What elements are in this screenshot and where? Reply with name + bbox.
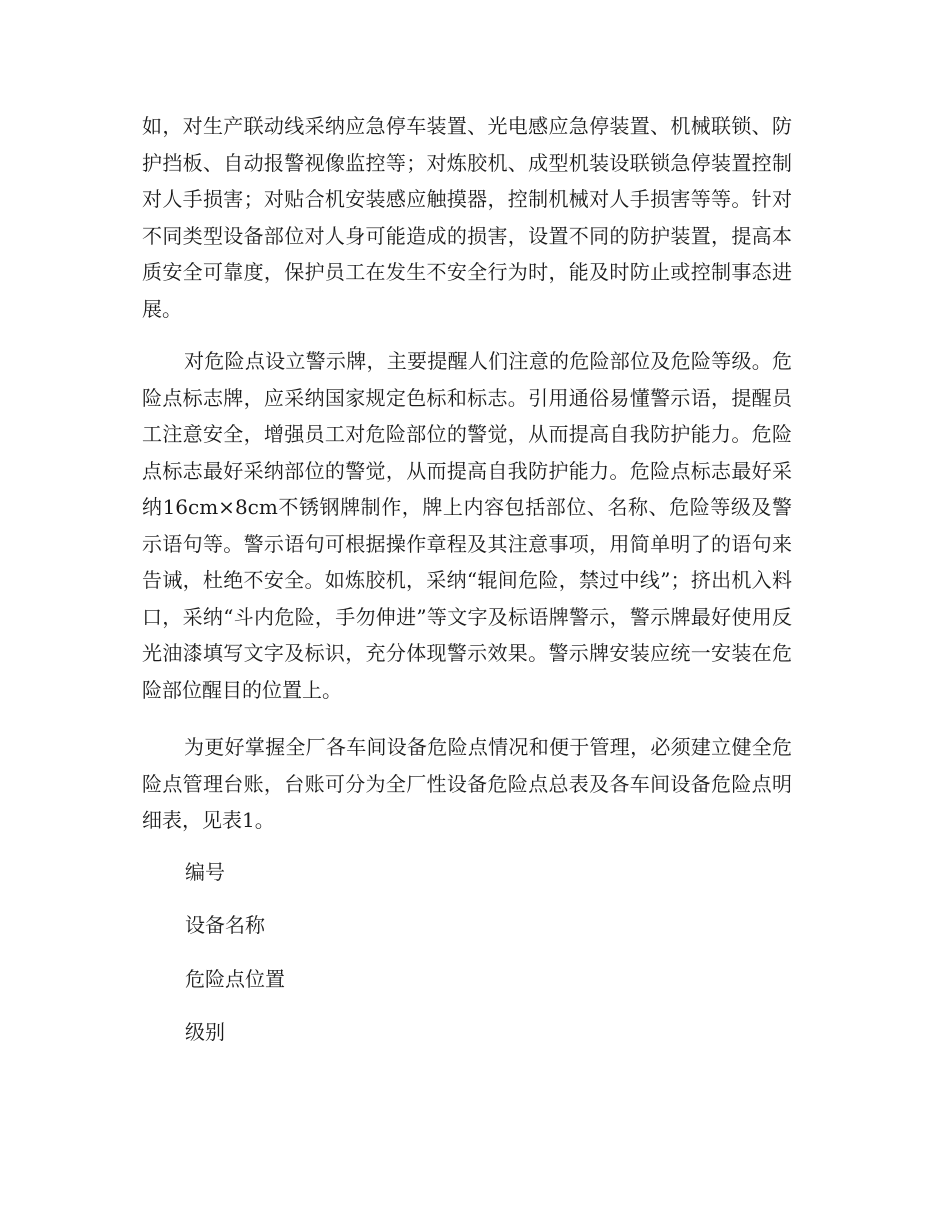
table-header-number: 编号 (185, 859, 225, 884)
table-header-level: 级别 (185, 1020, 225, 1044)
document-page (142, 108, 792, 1051)
table-header-hazard-location: 危险点位置 (185, 966, 285, 991)
table-header-equipment-name: 设备名称 (185, 913, 265, 937)
paragraph-warning-signs: 对危险点设立警示牌，主要提醒人们注意的危险部位及危险等级。危险点标志牌，应采纳国家规定色标和标志。引用通俗易懂警示语，提醒员工注意安全，增强员工对危险部位的警觉，从而提高自我防护能力。危险点标志最好采纳部位的警觉，从而提高自我防护能力。危险点标志最好采纳16cm×8cm不锈钢牌制作，牌上内容包括部位、名称、危险等级及警示语句等。警示语句可根据操作章程及其注意事项，用简单明了的语句来告诫，杜绝不安全。如炼胶机，采纳“辊间危险，禁过中线”；挤出机入料口，采纳“斗内危险，手勿伸进”等文字及标语牌警示，警示牌最好使用反光油漆填写文字及标识，充分体现警示效果。警示牌安装应统一安装在危险部位醒目的位置上。 (142, 349, 792, 702)
paragraph-ledger-management: 为更好掌握全厂各车间设备危险点情况和便于管理，必须建立健全危险点管理台账，台账可分为全厂性设备危险点总表及各车间设备危险点明细表，见表1。 (142, 735, 792, 832)
paragraph-protective-devices: 如，对生产联动线采纳应急停车装置、光电感应急停装置、机械联锁、防护挡板、自动报警视像监控等；对炼胶机、成型机装设联锁急停装置控制对人手损害；对贴合机安装感应触摸器，控制机械对人手损害等等。针对不同类型设备部位对人身可能造成的损害，设置不同的防护装置，提高本质安全可靠度，保护员工在发生不安全行为时，能及时防止或控制事态进展。 (142, 114, 792, 321)
